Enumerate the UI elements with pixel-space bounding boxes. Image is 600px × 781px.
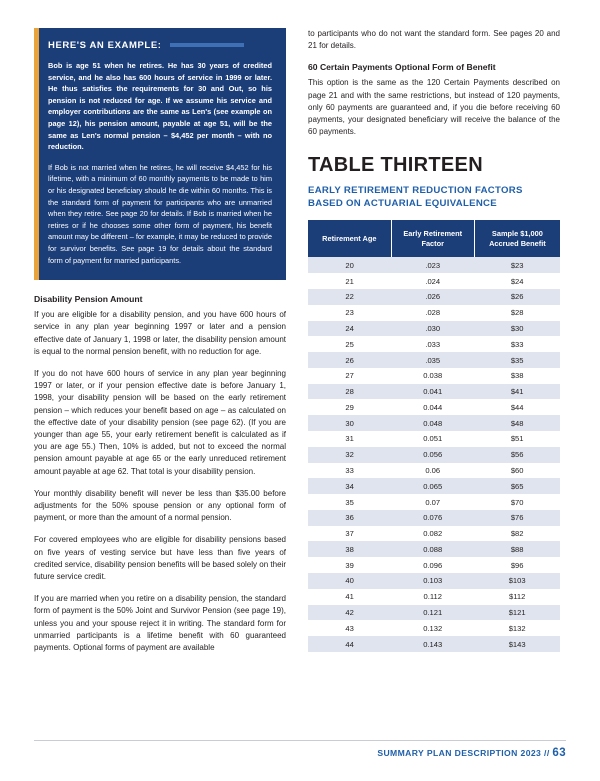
cell-early-retirement-factor: .030 [391, 321, 474, 337]
table-row [308, 573, 560, 589]
cell-early-retirement-factor: 0.076 [391, 510, 474, 526]
cell-retirement-age: 40 [308, 573, 391, 589]
early-retirement-factors-table [308, 220, 560, 652]
cell-early-retirement-factor: .033 [425, 339, 441, 349]
table-row [308, 620, 560, 636]
table-row [308, 510, 560, 526]
cell-sample-accrued-benefit: $30 [474, 321, 560, 337]
column-header-sample-accrued-benefit: Sample $1,000 Accrued Benefit [474, 220, 560, 257]
table-row [308, 431, 560, 447]
cell-sample-accrued-benefit: $82 [510, 529, 524, 539]
table-row [308, 399, 560, 415]
cell-retirement-age: 35 [345, 497, 354, 507]
cell-retirement-age: 21 [345, 276, 354, 286]
table-row [308, 605, 560, 621]
column-header-retirement-age: Retirement Age [308, 220, 391, 257]
table-body [308, 257, 560, 652]
left-paragraph-1: If you are eligible for a disability pension, and you have 600 hours of service in any plan year beginning 1997 or later and a pension effective date of January 1, 1998 or later, the disability pension amount is equal to the normal pension benefit, with no reduction for age. [34, 310, 286, 356]
cell-retirement-age: 32 [308, 447, 391, 463]
cell-sample-accrued-benefit: $143 [474, 636, 560, 652]
cell-early-retirement-factor: 0.048 [391, 415, 474, 431]
table-row [308, 447, 560, 463]
callout-accent-bar [34, 28, 39, 280]
table-row [308, 384, 560, 400]
table-row [308, 541, 560, 557]
cell-retirement-age: 42 [308, 605, 391, 621]
cell-early-retirement-factor: 0.112 [423, 592, 442, 602]
cell-early-retirement-factor: 0.065 [391, 478, 474, 494]
cell-early-retirement-factor: 0.096 [423, 560, 443, 570]
cell-retirement-age: 28 [308, 384, 391, 400]
cell-early-retirement-factor: 0.06 [425, 465, 441, 475]
cell-early-retirement-factor: .024 [425, 276, 441, 286]
cell-early-retirement-factor: 0.041 [391, 384, 474, 400]
table-thirteen-subtitle: EARLY RETIREMENT REDUCTION FACTORS BASED ON ACTUARIAL EQUIVALENCE [308, 185, 523, 209]
cell-early-retirement-factor: 0.143 [391, 636, 474, 652]
cell-sample-accrued-benefit: $96 [510, 560, 524, 570]
cell-retirement-age: 44 [308, 636, 391, 652]
cell-early-retirement-factor: 0.103 [391, 573, 474, 589]
cell-early-retirement-factor: 0.132 [423, 623, 443, 633]
table-row [308, 273, 560, 289]
cell-retirement-age: 27 [345, 371, 354, 381]
table-row [308, 352, 560, 368]
two-column-layout [34, 28, 566, 728]
left-paragraph-5: If you are married when you retire on a disability pension, the standard form of payment is the 50% Joint and Survivor Pension (see page 19), unless you and your spouse reject it in writing. The standard form for unmarried participants is a lifetime benefit with 60 guaranteed payments. Optional forms of payment are available [34, 594, 286, 652]
cell-sample-accrued-benefit: $60 [510, 465, 524, 475]
example-callout [34, 28, 286, 280]
left-paragraph-2: If you do not have 600 hours of service in any plan year beginning 1997 or later, or if your pension effective date is before January 1, 1998, your disability pension will be based on the early retirement pension – which reduces your benefit based on age – as calculated on the effective date of your disability pension (see page 62). (If you are younger than age 55, your early retirement benefit is calculated as if you are age 55.) Then, 10% is added, but not to exceed the normal pension amount payable at age 65 or the early unreduced retirement amount payable at age 62. That total is your disability pension. [34, 368, 286, 476]
cell-early-retirement-factor: 0.051 [423, 434, 443, 444]
table-row [308, 526, 560, 542]
cell-early-retirement-factor: 0.082 [423, 529, 443, 539]
cell-retirement-age: 36 [308, 510, 391, 526]
cell-retirement-age: 31 [345, 434, 354, 444]
cell-early-retirement-factor: .035 [391, 352, 474, 368]
table-row [308, 557, 560, 573]
cell-early-retirement-factor: .028 [425, 308, 441, 318]
right-column [308, 28, 560, 728]
left-column [34, 28, 286, 728]
cell-retirement-age: 43 [345, 623, 354, 633]
cell-sample-accrued-benefit: $56 [474, 447, 560, 463]
table-row [308, 257, 560, 273]
callout-title [48, 40, 272, 51]
cell-sample-accrued-benefit: $70 [510, 497, 524, 507]
cell-retirement-age: 37 [345, 529, 354, 539]
left-paragraph-4: For covered employees who are eligible for disability pensions based on five years of vesting service but have less than five years of credited service, disability pension benefits will be based solely on their future service credit. [34, 535, 286, 581]
cell-retirement-age: 24 [308, 321, 391, 337]
cell-sample-accrued-benefit: $48 [474, 415, 560, 431]
cell-sample-accrued-benefit: $65 [474, 478, 560, 494]
cell-sample-accrued-benefit: $44 [510, 402, 524, 412]
cell-sample-accrued-benefit: $41 [474, 384, 560, 400]
cell-retirement-age: 23 [345, 308, 354, 318]
cell-sample-accrued-benefit: $51 [510, 434, 524, 444]
cell-retirement-age: 20 [308, 257, 391, 273]
footer-text: SUMMARY PLAN DESCRIPTION 2023 // [377, 748, 550, 758]
table-row [308, 463, 560, 479]
cell-early-retirement-factor: 0.07 [425, 497, 441, 507]
table-row [308, 478, 560, 494]
page-number: 63 [552, 747, 566, 759]
callout-paragraph-2: If Bob is not married when he retires, he will receive $4,452 for his lifetime, with a minimum of 60 monthly payments to be made to him or his designated beneficiary should he die within 60 months. This is the standard form of payment for participants who are unmarried when they retire. See page 20 for details. If Bob is married when he retires or if he chooses some other form of payment, his benefit amount may be different – for example, it may be reduced to provide for survivor benefits. See page 19 for details about the standard form of payment for married participants. [48, 162, 272, 265]
cell-retirement-age: 30 [308, 415, 391, 431]
cell-early-retirement-factor: 0.088 [391, 541, 474, 557]
cell-retirement-age: 25 [345, 339, 354, 349]
table-row [308, 415, 560, 431]
table-row [308, 289, 560, 305]
cell-sample-accrued-benefit: $112 [508, 592, 526, 602]
table-row [308, 368, 560, 384]
cell-sample-accrued-benefit: $26 [474, 289, 560, 305]
table-thirteen-title: TABLE THIRTEEN [308, 154, 483, 177]
cell-early-retirement-factor: 0.044 [423, 402, 443, 412]
cell-early-retirement-factor: .026 [391, 289, 474, 305]
table-row [308, 636, 560, 652]
cell-sample-accrued-benefit: $28 [510, 308, 524, 318]
cell-retirement-age: 38 [308, 541, 391, 557]
table-row [308, 336, 560, 352]
table-head [308, 220, 560, 257]
right-continued-paragraph: to participants who do not want the standard form. See pages 20 and 21 for details. [308, 29, 560, 51]
cell-sample-accrued-benefit: $88 [474, 541, 560, 557]
cell-retirement-age: 39 [345, 560, 354, 570]
callout-paragraph-1: Bob is age 51 when he retires. He has 30 years of credited service, and he also has 600 hours of service in 1999 or later. He thus satisfies the requirements for 30 and Out, so his pension is not reduced for age. If we assume his service and employer contributions are the same as Len's (see example on page 12), his pension amount, payable at age 51, will be the same as Len's normal pension – $4,452 per month – with no reduction. [48, 61, 272, 152]
cell-sample-accrued-benefit: $33 [510, 339, 524, 349]
cell-retirement-age: 26 [308, 352, 391, 368]
cell-early-retirement-factor: .023 [391, 257, 474, 273]
table-row [308, 305, 560, 321]
cell-sample-accrued-benefit: $35 [474, 352, 560, 368]
footer-divider [34, 740, 566, 741]
column-header-early-retirement-factor: Early Retirement Factor [391, 220, 474, 257]
left-paragraph-3: Your monthly disability benefit will never be less than $35.00 before adjustments for the 50% spouse pension or any optional form of payment, or more than the amount of a normal pension. [34, 488, 286, 523]
cell-sample-accrued-benefit: $23 [474, 257, 560, 273]
cell-early-retirement-factor: 0.121 [391, 605, 474, 621]
cell-sample-accrued-benefit: $121 [474, 605, 560, 621]
cell-retirement-age: 34 [308, 478, 391, 494]
callout-title-rule [170, 43, 244, 47]
cell-sample-accrued-benefit: $38 [510, 371, 524, 381]
table-row [308, 589, 560, 605]
cell-retirement-age: 33 [345, 465, 354, 475]
disability-pension-amount-heading: Disability Pension Amount [34, 294, 143, 305]
certain-payments-heading: 60 Certain Payments Optional Form of Benefit [308, 62, 496, 73]
cell-sample-accrued-benefit: $24 [510, 276, 524, 286]
table-header-row [308, 220, 560, 257]
cell-early-retirement-factor: 0.056 [391, 447, 474, 463]
table-row [308, 321, 560, 337]
cell-retirement-age: 22 [308, 289, 391, 305]
cell-sample-accrued-benefit: $76 [474, 510, 560, 526]
right-paragraph-1: This option is the same as the 120 Certain Payments described on page 21 and with the same restrictions, but instead of 120 payments, only 60 payments are guaranteed and, if you die before receiving 60 payments, your designated beneficiary will receive the balance of the 60 payments. [308, 78, 560, 137]
cell-retirement-age: 41 [345, 592, 354, 602]
page-footer [377, 747, 566, 759]
cell-sample-accrued-benefit: $103 [474, 573, 560, 589]
table-row [308, 494, 560, 510]
callout-title-text: HERE'S AN EXAMPLE: [48, 40, 162, 51]
cell-retirement-age: 29 [345, 402, 354, 412]
cell-sample-accrued-benefit: $132 [508, 623, 526, 633]
cell-early-retirement-factor: 0.038 [423, 371, 443, 381]
